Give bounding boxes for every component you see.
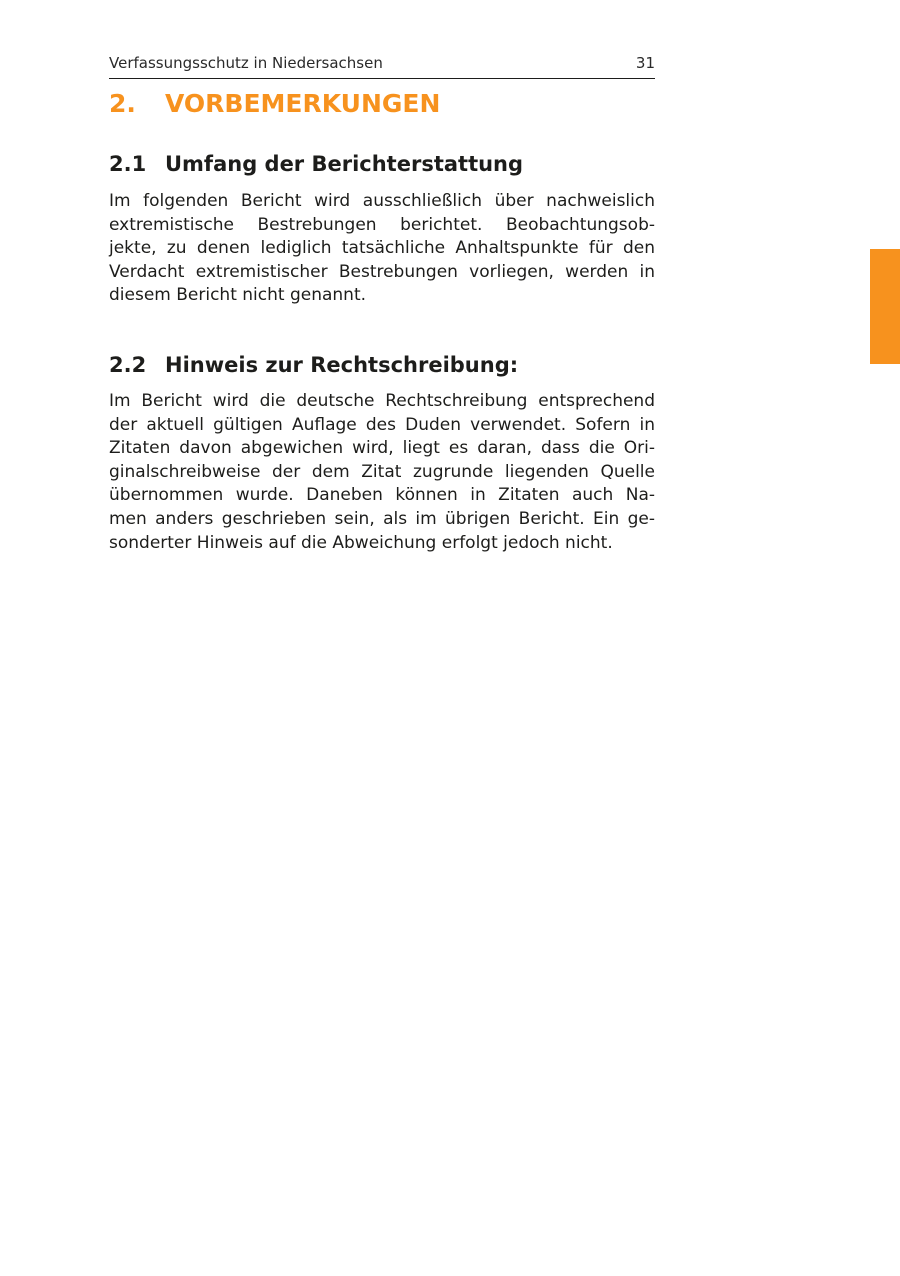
text-line: jekte, zu denen lediglich tatsächliche Anhaltspunkte für den bbox=[109, 238, 655, 259]
text-line: Im folgenden Bericht wird ausschließlich über nachweislich bbox=[109, 191, 655, 211]
text-line: ginalschreibweise der dem Zitat zugrunde liegenden Quelle bbox=[109, 461, 655, 482]
chapter-title: VORBEMERKUNGEN bbox=[165, 89, 441, 118]
text-line: Zitaten davon abgewichen wird, liegt es daran, dass die Ori- bbox=[109, 438, 655, 459]
running-header bbox=[109, 52, 655, 79]
section-title: Umfang der Berichterstattung bbox=[165, 152, 524, 176]
section-heading-2-2 bbox=[109, 350, 518, 380]
text-line: sonderter Hinweis auf die Abweichung erfolgt jedoch nicht. bbox=[109, 532, 613, 553]
section-title: Hinweis zur Rechtschreibung: bbox=[165, 353, 519, 377]
text-line: extremistische Bestrebungen berichtet. Beobachtungsob- bbox=[109, 214, 655, 235]
text-line: Im Bericht wird die deutsche Rechtschreibung entsprechend bbox=[109, 391, 655, 411]
chapter-thumb-tab bbox=[870, 249, 900, 364]
text-line: der aktuell gültigen Auflage des Duden verwendet. Sofern in bbox=[109, 414, 655, 435]
section-number: 2.2 bbox=[109, 353, 147, 377]
text-line: übernommen wurde. Daneben können in Zitaten auch Na- bbox=[109, 485, 655, 506]
chapter-heading bbox=[109, 86, 440, 122]
chapter-number: 2. bbox=[109, 89, 136, 118]
section-body-2-2 bbox=[109, 390, 655, 555]
section-body-2-1 bbox=[109, 190, 655, 308]
text-line: men anders geschrieben sein, als im übrigen Bericht. Ein ge- bbox=[109, 508, 655, 529]
running-header-title: Verfassungsschutz in Niedersachsen bbox=[109, 54, 383, 72]
page-number: 31 bbox=[635, 54, 655, 72]
text-line: diesem Bericht nicht genannt. bbox=[109, 285, 367, 306]
text-line: Verdacht extremistischer Bestrebungen vorliegen, werden in bbox=[109, 261, 655, 282]
section-number: 2.1 bbox=[109, 152, 147, 176]
section-heading-2-1 bbox=[109, 149, 523, 179]
